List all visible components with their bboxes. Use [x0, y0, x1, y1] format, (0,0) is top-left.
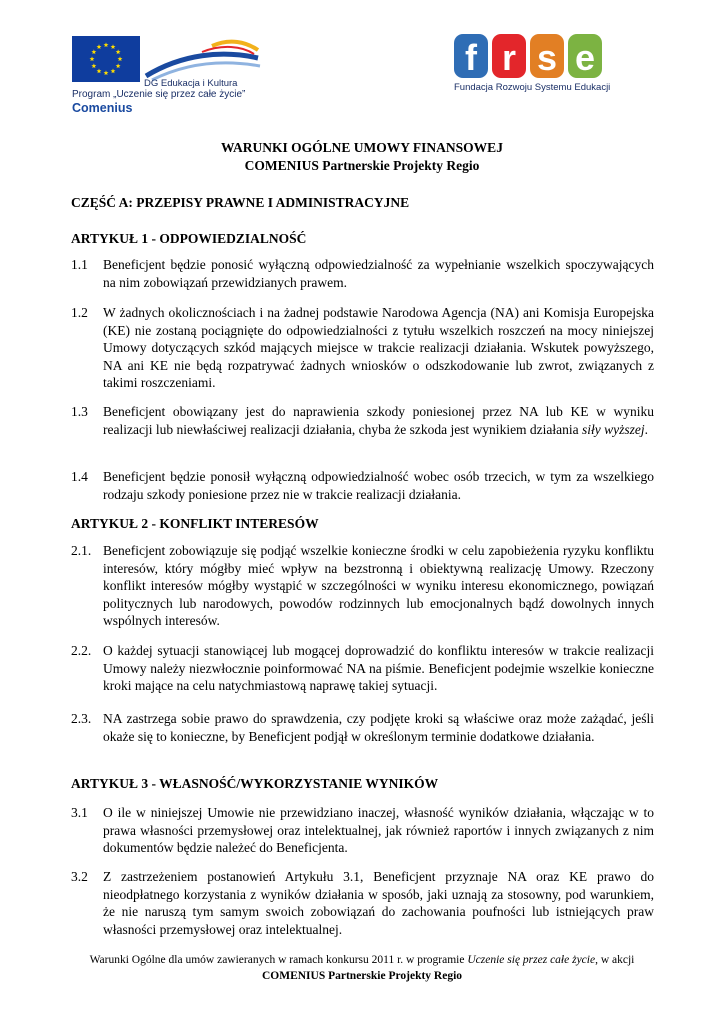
part-a-heading: CZĘŚĆ A: PRZEPISY PRAWNE I ADMINISTRACYJNE — [71, 195, 410, 210]
comenius-label: Comenius — [72, 101, 133, 115]
article-2-heading: ARTYKUŁ 2 - KONFLIKT INTERESÓW — [71, 516, 319, 531]
footer-line-1 — [40, 952, 684, 968]
frse-letter: s — [536, 37, 558, 78]
page-footer — [40, 952, 684, 984]
paragraph-number: 2.3. — [71, 711, 92, 726]
article-1-heading: ARTYKUŁ 1 - ODPOWIEDZIALNOŚĆ — [71, 231, 307, 246]
eu-flag-icon — [72, 36, 140, 82]
frse-letter: r — [501, 37, 517, 78]
paragraph-3-2 — [71, 868, 654, 938]
paragraph-text: NA zastrzega sobie prawo do sprawdzenia, czy podjęte kroki są właściwe oraz może zażądać, jeśli okaże się to konieczne, by Beneficjent podjął w określonym terminie dodatkowe działania. — [103, 711, 654, 744]
frse-letter: f — [465, 37, 477, 78]
paragraph-1-3 — [71, 403, 654, 438]
paragraph-text: Beneficjent zobowiązuje się podjąć wszelkie konieczne środki w celu zapobieżenia ryzyku konfliktu interesów, który mógłby mieć wpływ na bezstronną i obiektywną realizację Umowy. Rzeczony konflikt interesów mógłby wystąpić w szczególności w wyniku interesu ekonomicznego, powiązań politycznych lub narodowych, powodów rodzinnych lub emocjonalnych bądź dowolnych innych wspólnych interesów. — [103, 543, 654, 629]
paragraph-2-1 — [71, 542, 654, 630]
paragraph-number: 2.1. — [71, 543, 92, 558]
document-title-line2: COMENIUS Partnerskie Projekty Regio — [244, 158, 480, 173]
paragraph-number: 1.3 — [71, 404, 88, 419]
paragraph-1-4 — [71, 468, 654, 503]
frse-letter: e — [574, 37, 596, 78]
paragraph-3-1 — [71, 804, 654, 857]
footer-line-2: COMENIUS Partnerskie Projekty Regio — [261, 970, 463, 982]
paragraph-text: W żadnych okolicznościach i na żadnej podstawie Narodowa Agencja (NA) ani Komisja Europejska (KE) nie zostaną pociągnięte do odpowiedzialności z tytułu wszelkich roszczeń na mocy niniejszej Umowy dotyczących szkód mających miejsce w trakcie realizacji działania. Wskutek powyższego, NA ani KE nie będą rozpatrywać żadnych wniosków o odszkodowanie lub zwrot, związanych z takimi roszczeniami. — [103, 305, 654, 391]
paragraph-text-tail: . — [644, 421, 649, 437]
paragraph-text: O ile w niniejszej Umowie nie przewidziano inaczej, własność wyników działania, włączając w to prawa własności przemysłowej oraz intelektualnej, jak również raportów i innych związanych z nim dokumentów będzie należeć do Beneficjenta. — [103, 805, 654, 856]
paragraph-number: 3.1 — [71, 805, 88, 820]
paragraph-number: 1.1 — [71, 257, 88, 272]
paragraph-text-italic: siły wyższej — [582, 421, 645, 437]
paragraph-1-1 — [71, 256, 654, 291]
footer-program-name: Uczenie się przez całe życie — [467, 954, 596, 966]
paragraph-2-2 — [71, 642, 654, 695]
paragraph-text-main: Beneficjent obowiązany jest do naprawienia szkody poniesionej przez NA lub KE w wyniku realizacji lub niewłaściwej realizacji działania, chyba że szkoda jest wynikiem działania — [103, 404, 654, 437]
paragraph-text: Z zastrzeżeniem postanowień Artykułu 3.1, Beneficjent przyznaje NA oraz KE prawo do nieodpłatnego korzystania z wyników działania w sposób, jaki uznają za stosowny, pod warunkiem, że nie naruszą tym samym swoich zobowiązań do zachowania poufności lub istniejących praw własności przemysłowej oraz intelektualnej. — [103, 869, 654, 937]
paragraph-text: Beneficjent będzie ponosił wyłączną odpowiedzialność wobec osób trzecich, w tym za wszelkiego rodzaju szkody poniesione przez nie w trakcie realizacji działania. — [103, 469, 654, 502]
paragraph-number: 1.2 — [71, 305, 88, 320]
footer-text: Warunki Ogólne dla umów zawieranych w ramach konkursu 2011 r. w programie — [89, 954, 468, 966]
paragraph-2-3 — [71, 710, 654, 745]
frse-wordmark-icon — [454, 30, 604, 82]
paragraph-text: Beneficjent będzie ponosić wyłączną odpowiedzialność za wypełnianie wszelkich spoczywających na nim zobowiązań przewidzianych prawem. — [103, 257, 654, 290]
program-label: Program „Uczenie się przez całe życie” — [72, 89, 246, 100]
paragraph-number: 3.2 — [71, 869, 88, 884]
footer-text-tail: , w akcji — [595, 954, 635, 966]
document-title-line1: WARUNKI OGÓLNE UMOWY FINANSOWEJ — [221, 140, 503, 155]
frse-subtitle: Fundacja Rozwoju Systemu Edukacji — [454, 82, 611, 93]
paragraph-1-2 — [71, 304, 654, 392]
eu-llp-logo — [72, 36, 262, 120]
paragraph-number: 1.4 — [71, 469, 88, 484]
paragraph-text: O każdej sytuacji stanowiącej lub mogącej doprowadzić do konfliktu interesów w trakcie realizacji Umowy należy niezwłocznie poinformować NA na piśmie. Beneficjent podejmie wszelkie konieczne kroki mające na celu natychmiastową naprawę takiej sytuacji. — [103, 643, 654, 694]
paragraph-text — [103, 403, 654, 438]
dg-label: DG Edukacja i Kultura — [144, 78, 238, 89]
paragraph-number: 2.2. — [71, 643, 92, 658]
frse-logo — [440, 30, 610, 100]
article-3-heading: ARTYKUŁ 3 - WŁASNOŚĆ/WYKORZYSTANIE WYNIKÓW — [71, 776, 439, 791]
